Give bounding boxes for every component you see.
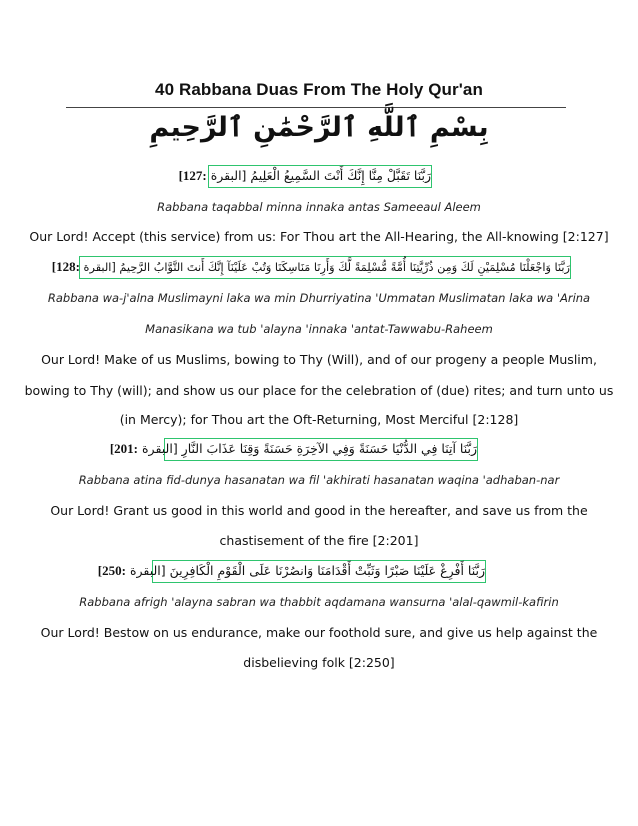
page-title: 40 Rabbana Duas From The Holy Qur'an: [155, 80, 483, 99]
dua-translation: Our Lord! Grant us good in this world and good in the hereafter, and save us from the: [50, 503, 588, 518]
dua-reference: :201]: [109, 441, 139, 456]
dua-translation: disbelieving folk [2:250]: [243, 655, 395, 670]
dua-transliteration: Rabbana taqabbal minna innaka antas Sameeaul Aleem: [157, 200, 481, 214]
dua-arabic-text: رَبَّنَا آتِنَا فِي الدُّنْيَا حَسَنَةً وَفِي الآخِرَةِ حَسَنَةً وَقِنَا عَذَابَ النَّارِ [البقرة: [142, 441, 477, 456]
dua-translation: chastisement of the fire [2:201]: [219, 533, 419, 548]
dua-reference: :128]: [51, 259, 80, 274]
dua-transliteration: Rabbana afrigh 'alayna sabran wa thabbit aqdamana wansurna 'alal-qawmil-kafirin: [79, 595, 559, 609]
dua-translation: (in Mercy); for Thou art the Oft-Returning, Most Merciful [2:128]: [119, 412, 519, 427]
dua-arabic-text: رَبَّنَا وَاجْعَلْنَا مُسْلِمَيْنِ لَكَ وَمِن ذُرِّيَّتِنَا أُمَّةً مُّسْلِمَةً لَّكَ وَأَرِنَا مَنَاسِكَنَا وَتُبْ عَلَيْنَآ إِنَّكَ أَنتَ التَّوَّابُ الرَّحِيمُ [البقرة: [83, 261, 570, 274]
dua-translation: bowing to Thy (will); and show us our place for the celebration of (due) rites; and turn unto us: [24, 383, 614, 398]
dua-arabic-text: رَبَّنَا أَفْرِغْ عَلَيْنَا صَبْرًا وَثَبِّتْ أَقْدَامَنَا وَانصُرْنَا عَلَى الْقَوْمِ الْكَافِرِينَ [البقرة: [129, 563, 485, 578]
basmala-calligraphy: بِسْمِ ٱللَّهِ ٱلرَّحْمَٰنِ ٱلرَّحِيمِ: [149, 112, 489, 143]
dua-arabic-box: [97, 560, 486, 583]
dua-translation: Our Lord! Bestow on us endurance, make our foothold sure, and give us help against the: [40, 625, 598, 640]
dua-translation: Our Lord! Accept (this service) from us: For Thou art the All-Hearing, the All-knowing [2:127]: [29, 229, 609, 244]
dua-transliteration: Manasikana wa tub 'alayna 'innaka 'antat-Tawwabu-Raheem: [145, 322, 493, 336]
dua-transliteration: Rabbana wa-j'alna Muslimayni laka wa min Dhurriyatina 'Ummatan Muslimatan laka wa 'Arina: [47, 291, 591, 305]
dua-arabic-box: [51, 256, 571, 279]
dua-arabic-box: [109, 438, 478, 461]
title-divider: [66, 107, 566, 108]
dua-transliteration: Rabbana atina fid-dunya hasanatan wa fil 'akhirati hasanatan waqina 'adhaban-nar: [78, 473, 560, 487]
dua-reference: :250]: [97, 563, 126, 578]
dua-translation: Our Lord! Make of us Muslims, bowing to Thy (Will), and of our progeny a people Muslim,: [41, 352, 597, 367]
dua-arabic-box: [178, 165, 432, 188]
dua-arabic-text: رَبَّنَا تَقَبَّلْ مِنَّا إِنَّكَ أَنْتَ السَّمِيعُ الْعَلِيمُ [البقرة: [210, 168, 431, 183]
dua-reference: :127]: [178, 168, 207, 183]
